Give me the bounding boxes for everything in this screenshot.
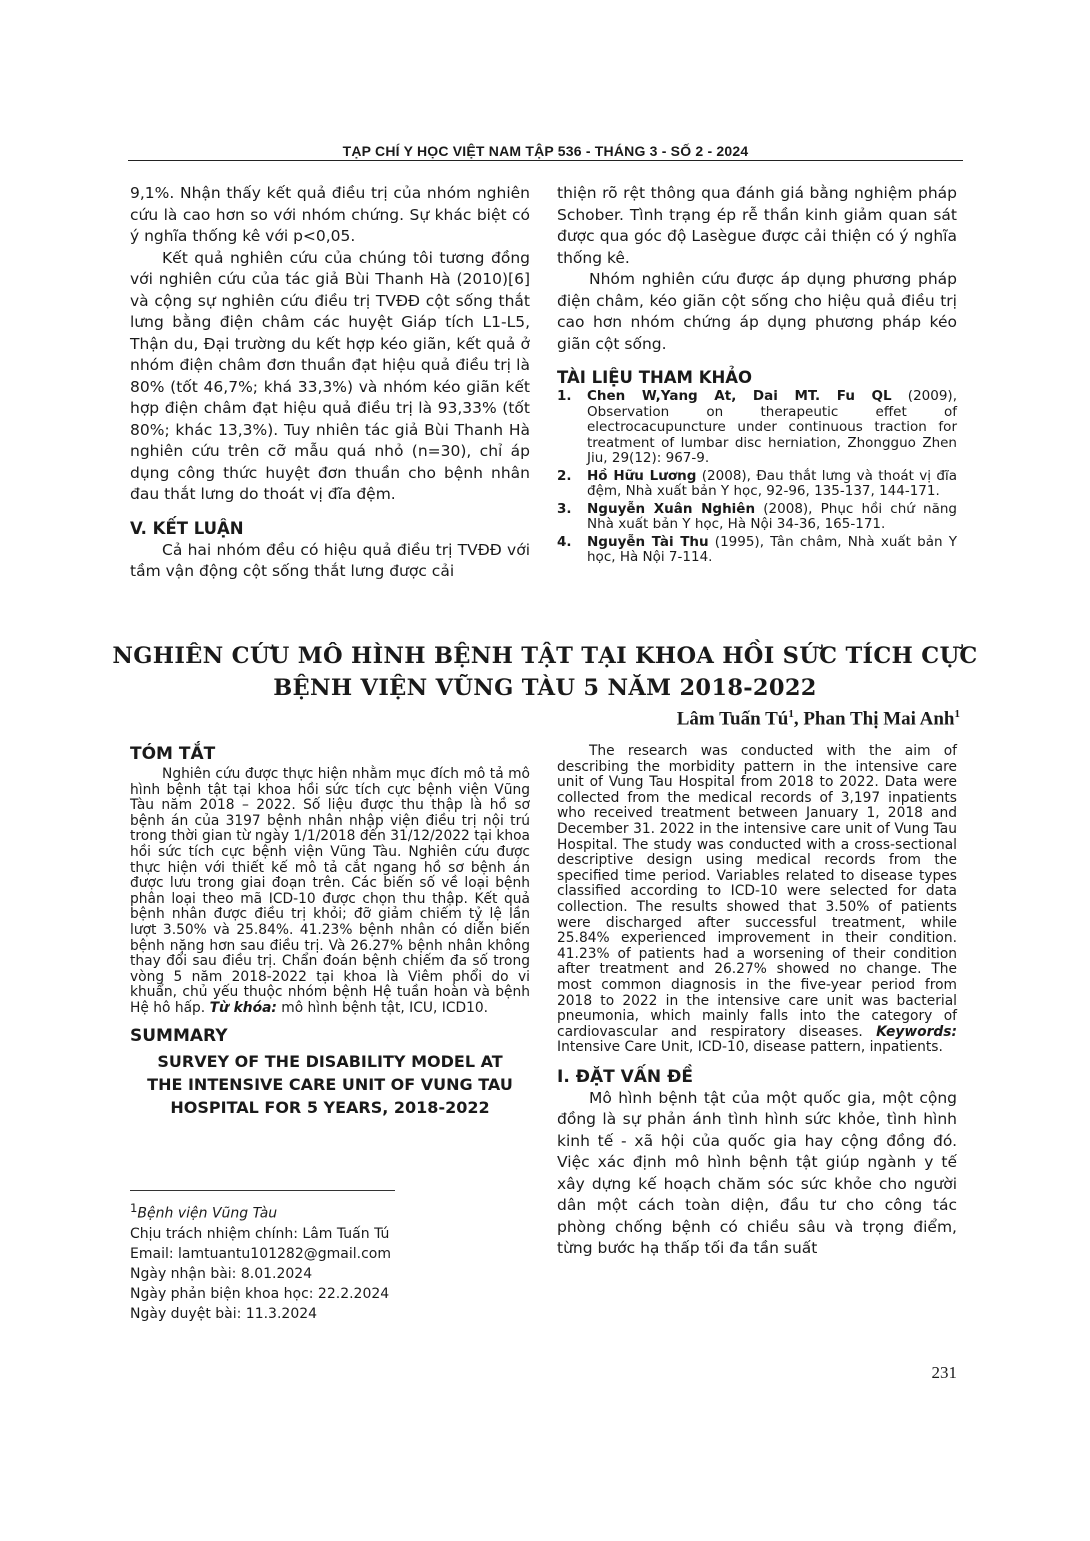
references-list [557, 389, 957, 566]
author-name: Phan Thị Mai Anh [803, 708, 955, 730]
footnote-rule [130, 1190, 395, 1191]
header-rule [128, 160, 963, 161]
page-number: 231 [931, 1363, 957, 1382]
email: Email: lamtuantu101282@gmail.com [130, 1245, 391, 1262]
references-heading: TÀI LIỆU THAM KHẢO [557, 368, 753, 387]
keywords-label: Keywords: [876, 1023, 958, 1040]
authors: Lâm Tuấn $Tú^1$, Phan Thị Mai Anh$^1$ [676, 708, 960, 730]
received-date: Ngày nhận bài: 8.01.2024 [130, 1265, 313, 1282]
reference-item: 2. Hồ Hữu Lương (2008), Đau thắt lưng và thoát vị đĩa đệm, Nhà xuất bản Y học, 92-96, 135-137, 144-171. [557, 467, 957, 499]
intro-paragraph: Mô hình bệnh tật của một quốc gia, một cộng đồng là sự phản ánh tình hình sức khỏe, tình hình kinh tế - xã hội của quốc gia hay cộng đồng đó. Việc xác định mô hình bệnh tật giúp ngành y tế xây dựng kế hoạch chăm sóc sức khỏe cho người dân một cách toàn diện, đầu tư cho công tác phòng chống bệnh có chiều sâu và trọng điểm, từng bước hạ thấp tối đa tần suất [557, 1088, 957, 1258]
conclusion-paragraph: Cả hai nhóm đều có hiệu quả điều trị TVĐĐ với tầm vận động cột sống thắt lưng được cải [130, 540, 530, 580]
prev-paragraph: Nhóm nghiên cứu được áp dụng phương pháp điện châm, kéo giãn cột sống cho hiệu quả điều trị cao hơn nhóm chứng áp dụng phương pháp kéo giãn cột sống. [557, 270, 957, 353]
abstract-left-column [130, 743, 530, 1119]
prev-paragraph: 9,1%. Nhận thấy kết quả điều trị của nhóm nghiên cứu là cao hơn so với nhóm chứng. Sự khác biệt có ý nghĩa thống kê với p<0,05. [130, 184, 530, 245]
article-title-line1: NGHIÊN CỨU MÔ HÌNH BỆNH TẬT TẠI KHOA HỒI SỨC TÍCH CỰC [112, 643, 978, 669]
intro-heading: I. ĐẶT VẤN ĐỀ [557, 1066, 693, 1087]
summary-title: SURVEY OF THE DISABILITY MODEL AT THE INTENSIVE CARE UNIT OF VUNG TAU HOSPITAL FOR 5 YEARS, 2018-2022 [147, 1051, 513, 1117]
review-date: Ngày phản biện khoa học: 22.2.2024 [130, 1285, 390, 1302]
author-name: Lâm Tuấn Tú [676, 708, 789, 730]
conclusion-heading: V. KẾT LUẬN [130, 518, 244, 538]
keywords-label: Từ khóa: [209, 999, 277, 1016]
abstract-right-column [557, 744, 957, 1260]
affiliation: $^1$Bệnh viện Vũng Tàu [130, 1201, 278, 1222]
summary-heading: SUMMARY [130, 1025, 228, 1046]
prev-paragraph: Kết quả nghiên cứu của chúng tôi tương đồng với nghiên cứu của tác giả Bùi Thanh Hà (2010)[6] và cộng sự nghiên cứu điều trị TVĐĐ cột sống thắt lưng bằng điện châm các huyệt Giáp tích L1-L5, Thận du, Đại trường du kết hợp kéo giãn, kết quả ở nhóm điện châm đơn thuần đạt hiệu quả điều trị là 80% (tốt 46,7%; khá 33,3%) và nhóm kéo giãn kết hợp điện châm đạt hiệu quả điều trị là 93,33% (tốt 80%; khác 13,3%). Tuy nhiên tác giả Bùi Thanh Hà nghiên cứu trên cỡ mẫu quá nhỏ (n=30), chỉ áp dụng công thức huyệt đơn thuần cho bệnh nhân đau thắt lưng do thoát vị đĩa đệm. [130, 248, 530, 503]
footnote [130, 1198, 530, 1324]
prev-paragraph: thiện rõ rệt thông qua đánh giá bằng nghiệm pháp Schober. Tình trạng ép rễ thần kinh giảm quan sát được qua góc độ Lasègue được cải thiện có ý nghĩa thống kê. [557, 184, 957, 267]
abstract-vi: Nghiên cứu được thực hiện nhằm mục đích mô tả mô hình bệnh tật tại khoa hồi sức tích cực bệnh viện Vũng Tàu năm 2018 – 2022. Số liệu được thu thập là hồ sơ bệnh án của 3197 bệnh nhân nhập viện điều trị nội trú trong thời gian từ ngày 1/1/2018 đến 31/12/2022 tại khoa hồi sức tích cực bệnh viện Vũng Tàu. Nghiên cứu được thực hiện với thiết kế mô tả cắt ngang hồ sơ bệnh án được lưu trong giai đoạn trên. Các biến số về loại bệnh phân loại theo mã ICD-10 được chọn thu thập. Kết quả bệnh nhân được điều trị khỏi; đỡ giảm chiếm tỷ lệ lần lượt 3.50% và 25.84%. 41.23% bệnh nhân có diễn biến bệnh nặng hơn sau điều trị. Và 26.27% bệnh nhân không thay đổi sau điều trị. Chẩn đoán bệnh chiếm đa số trong vòng 5 năm 2018-2022 tại khoa là Viêm phổi do vi khuẩn, chủ yếu thuộc nhóm bệnh Hệ tuần hoàn và bệnh Hệ hô hấp. Từ khóa: mô hình bệnh tật, ICU, ICD10. [130, 766, 530, 1016]
prev-right-column [557, 183, 957, 568]
journal-header: TẠP CHÍ Y HỌC VIỆT NAM TẬP 536 - THÁNG 3 - SỐ 2 - 2024 [342, 143, 749, 159]
prev-left-column [130, 183, 530, 583]
abstract-heading: TÓM TẮT [130, 744, 216, 764]
article-title-line2: BỆNH VIỆN VŨNG TÀU 5 NĂM 2018-2022 [273, 675, 817, 701]
corresponding-author: Chịu trách nhiệm chính: Lâm Tuấn Tú [130, 1225, 390, 1242]
intro-text [557, 1088, 957, 1260]
reference-item: 3. Nguyễn Xuân Nghiên (2008), Phục hồi chứ năng Nhà xuất bản Y học, Hà Nội 34-36, 165-171. [557, 500, 958, 532]
abstract-en: The research was conducted with the aim of describing the morbidity pattern in the intensive care unit of Vung Tau Hospital from 2018 to 2022. Data were collected from the medical records of 3,197 inpatients who received treatment between January 1, 2018 and December 31. 2022 in the intensive care unit of Vung Tau Hospital. The study was conducted with a cross-sectional descriptive design using medical records from the specified time period. Variables related to disease types classified according to ICD-10 were selected for data collection. The results showed that 3.50% of patients were discharged after successful treatment, while 25.84% experienced improvement in their condition. 41.23% of patients had a worsening of their condition after treatment and 26.27% showed no change. The most common diagnosis in the five-year period from 2018 to 2022 in the intensive care unit was bacterial pneumonia, which mainly falls into the category of cardiovascular and respiratory diseases. Keywords: Intensive Care Unit, ICD-10, disease pattern, inpatients. [557, 743, 958, 1056]
accepted-date: Ngày duyệt bài: 11.3.2024 [130, 1305, 318, 1322]
reference-item: 1. Chen W,Yang At, Dai MT. Fu QL (2009), Observation on therapeutic effet of electrocacupuncture under continuous traction for treatment of lumbar disc herniation, Zhongguo Zhen Jiu, 29(12): 967-9. [557, 388, 957, 466]
reference-item: 4. Nguyễn Tài Thu (1995), Tân châm, Nhà xuất bản Y học, Hà Nội 7-114. [557, 533, 957, 565]
